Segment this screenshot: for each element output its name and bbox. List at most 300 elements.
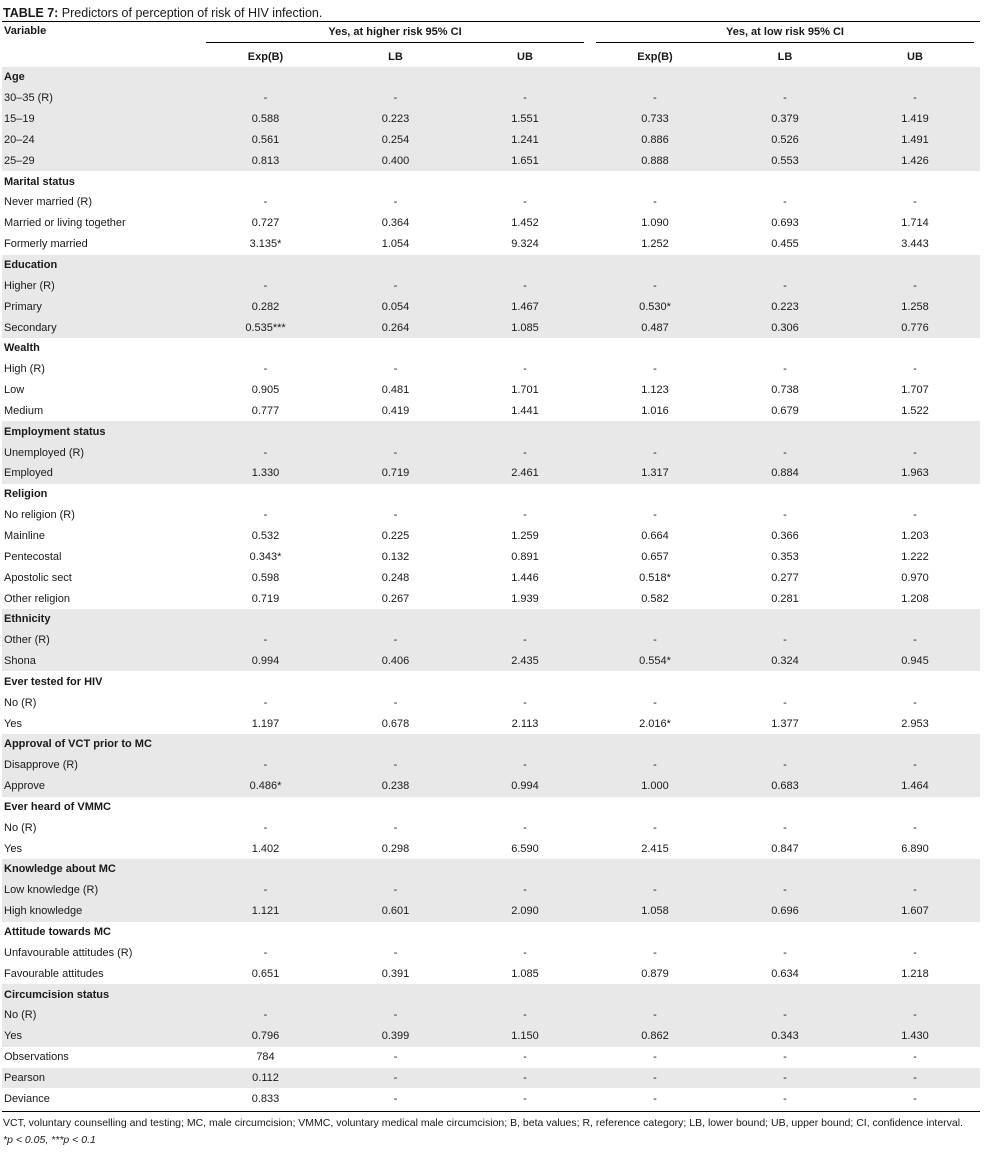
cell-value: 1.317 [590, 463, 720, 484]
cell-value: - [523, 946, 527, 959]
cell-value: - [200, 630, 331, 651]
table-row [2, 1068, 980, 1089]
cell-value [331, 421, 460, 442]
table-row [2, 317, 980, 338]
cell-value: 3.443 [901, 238, 929, 251]
table-row [2, 192, 980, 213]
cell-value: - [850, 275, 980, 296]
cell-value: 1.707 [901, 384, 929, 397]
cell-value: 0.561 [200, 130, 331, 151]
cell-value: 1.551 [460, 109, 590, 130]
cell-value: 6.590 [511, 842, 539, 855]
cell-value: - [200, 1005, 331, 1026]
table-group-row [2, 484, 980, 505]
cell-value [200, 797, 331, 818]
cell-value: - [913, 821, 917, 834]
cell-value: - [590, 88, 720, 109]
header-col-expb-2: Exp(B) [637, 51, 673, 63]
cell-value: 0.994 [460, 776, 590, 797]
cell-value: 9.324 [511, 238, 539, 251]
cell-value: - [913, 509, 917, 522]
cell-value: 2.435 [460, 651, 590, 672]
cell-value: 0.364 [381, 217, 410, 230]
cell-value: 1.701 [511, 384, 539, 397]
cell-value: - [783, 1051, 787, 1064]
table-group-row [2, 255, 980, 276]
cell-value: - [913, 696, 917, 709]
table-row [2, 880, 980, 901]
cell-value: 0.719 [251, 592, 280, 605]
group-label: Ever heard of VMMC [4, 800, 111, 813]
row-label: Other (R) [2, 630, 200, 651]
table-row [2, 713, 980, 734]
cell-value: 0.530* [590, 296, 720, 317]
cell-value: 0.281 [771, 592, 799, 605]
cell-value [331, 859, 460, 880]
header-row-groups [2, 22, 980, 47]
cell-value: 1.090 [641, 217, 669, 230]
cell-value: - [720, 275, 850, 296]
cell-value: - [263, 509, 268, 522]
header-col-ub-2: UB [907, 51, 923, 63]
significance-note: *p < 0.05, ***p < 0.1 [3, 1134, 96, 1147]
cell-value [331, 734, 460, 755]
table-row [2, 526, 980, 547]
cell-value: - [850, 755, 980, 776]
cell-value: - [331, 275, 460, 296]
cell-value [460, 922, 590, 943]
cell-value: - [331, 880, 460, 901]
cell-value: 1.085 [511, 967, 539, 980]
cell-value: - [783, 696, 787, 709]
cell-value: - [460, 880, 590, 901]
cell-value [720, 859, 850, 880]
cell-value: - [460, 442, 590, 463]
cell-value: 2.113 [511, 717, 539, 730]
group-label: Wealth [4, 342, 40, 355]
cell-value: 1.651 [460, 150, 590, 171]
cell-value [850, 338, 980, 359]
header-col-lb-2: LB [777, 51, 793, 63]
cell-value: - [783, 1092, 787, 1105]
cell-value [720, 734, 850, 755]
cell-value: 0.796 [200, 1026, 331, 1047]
cell-value: - [590, 630, 720, 651]
cell-value: - [913, 946, 917, 959]
cell-value: - [393, 821, 398, 834]
table-row [2, 963, 980, 984]
cell-value: - [263, 363, 268, 376]
cell-value: 0.343* [249, 550, 282, 563]
cell-value: 1.446 [511, 571, 539, 584]
cell-value [720, 67, 850, 88]
cell-value: 0.277 [771, 571, 799, 584]
cell-value: 0.905 [251, 384, 280, 397]
cell-value: - [393, 1092, 398, 1105]
cell-value [200, 67, 331, 88]
row-label: Secondary [2, 317, 200, 338]
cell-value: 0.353 [771, 550, 799, 563]
cell-value: 0.481 [381, 384, 410, 397]
cell-value: 0.298 [381, 842, 410, 855]
row-label: Formerly married [4, 238, 88, 251]
cell-value: 1.330 [200, 463, 331, 484]
cell-value: - [331, 630, 460, 651]
table-body [2, 67, 980, 1109]
cell-value [460, 797, 590, 818]
cell-value: 1.252 [641, 238, 669, 251]
group-label: Approval of VCT prior to MC [2, 734, 200, 755]
cell-value: - [393, 946, 398, 959]
cell-value: 2.016* [639, 717, 671, 730]
cell-value: - [523, 696, 527, 709]
cell-value: 2.953 [901, 717, 929, 730]
table-row [2, 505, 980, 526]
cell-value: 0.306 [720, 317, 850, 338]
group-label: Religion [4, 488, 48, 501]
table-row [2, 838, 980, 859]
header-col-lb-1: LB [388, 51, 403, 63]
cell-value: 0.696 [720, 901, 850, 922]
cell-value: - [523, 1051, 527, 1064]
cell-value: - [783, 363, 787, 376]
cell-value: - [850, 88, 980, 109]
cell-value: - [783, 196, 787, 209]
cell-value: 1.714 [901, 217, 929, 230]
table-group-row [2, 859, 980, 880]
group-label: Attitude towards MC [4, 926, 111, 939]
cell-value: 2.090 [460, 901, 590, 922]
table-row [2, 1047, 980, 1068]
cell-value: 0.238 [331, 776, 460, 797]
cell-value: - [590, 755, 720, 776]
header-row-columns [2, 47, 980, 67]
cell-value: 0.884 [720, 463, 850, 484]
cell-value [460, 609, 590, 630]
table-row [2, 234, 980, 255]
group-label: Knowledge about MC [2, 859, 200, 880]
cell-value: - [460, 275, 590, 296]
table-row [2, 776, 980, 797]
cell-value: 0.813 [200, 150, 331, 171]
cell-value: 1.222 [901, 550, 929, 563]
cell-value [720, 338, 850, 359]
cell-value [720, 255, 850, 276]
cell-value: 0.264 [331, 317, 460, 338]
cell-value: - [263, 696, 268, 709]
cell-value: 0.847 [771, 842, 799, 855]
cell-value [460, 171, 590, 192]
cell-value: - [331, 1005, 460, 1026]
cell-value: - [590, 880, 720, 901]
cell-value [850, 67, 980, 88]
cell-value: 0.651 [251, 967, 280, 980]
cell-value: 1.085 [460, 317, 590, 338]
cell-value: 0.634 [771, 967, 799, 980]
cell-value [200, 255, 331, 276]
cell-value: 0.419 [381, 404, 410, 417]
row-label: Other religion [4, 592, 71, 605]
cell-value: - [523, 821, 527, 834]
cell-value [331, 984, 460, 1005]
cell-value: 1.241 [460, 130, 590, 151]
cell-value [200, 984, 331, 1005]
table-row [2, 380, 980, 401]
cell-value: 0.366 [771, 529, 799, 542]
row-label: Observations [4, 1051, 69, 1064]
table-row [2, 463, 980, 484]
table-footnote: VCT, voluntary counselling and testing; MC, male circumcision; VMMC, voluntary medical male circumcision; B, beta values; R, reference category; LB, lower bound; UB, upper bound; CI, confidence interval. [3, 1117, 964, 1130]
cell-value: 1.058 [590, 901, 720, 922]
cell-value: 1.402 [251, 842, 280, 855]
row-label: Apostolic sect [4, 571, 72, 584]
cell-value: - [331, 1068, 460, 1089]
cell-value [460, 859, 590, 880]
group-label: Ethnicity [2, 609, 200, 630]
cell-value [200, 421, 331, 442]
cell-value: - [523, 196, 527, 209]
table-row [2, 692, 980, 713]
cell-value: - [200, 442, 331, 463]
cell-value: 0.970 [901, 571, 929, 584]
header-variable: Variable [4, 25, 47, 37]
header-col-expb-1: Exp(B) [247, 51, 284, 63]
row-label: 15–19 [2, 109, 200, 130]
table-row [2, 296, 980, 317]
row-label: Shona [2, 651, 200, 672]
cell-value: 1.522 [901, 404, 929, 417]
cell-value: 0.400 [331, 150, 460, 171]
group-label: Ever tested for HIV [4, 675, 103, 688]
row-label: Favourable attitudes [4, 967, 104, 980]
cell-value [460, 255, 590, 276]
table-group-row [2, 421, 980, 442]
cell-value [590, 171, 720, 192]
cell-value: - [783, 946, 787, 959]
cell-value: 1.491 [850, 130, 980, 151]
cell-value: - [590, 442, 720, 463]
cell-value [850, 671, 980, 692]
cell-value: 0.553 [720, 150, 850, 171]
row-label: No (R) [2, 1005, 200, 1026]
cell-value: 1.259 [511, 529, 539, 542]
table-row [2, 359, 980, 380]
cell-value: 1.150 [460, 1026, 590, 1047]
cell-value [460, 484, 590, 505]
cell-value: 0.486* [200, 776, 331, 797]
cell-value [850, 734, 980, 755]
row-label: Never married (R) [4, 196, 93, 209]
cell-value: 0.455 [771, 238, 799, 251]
cell-value: - [590, 275, 720, 296]
cell-value: - [653, 363, 657, 376]
cell-value: - [720, 1068, 850, 1089]
cell-value [850, 797, 980, 818]
cell-value: 0.738 [771, 384, 799, 397]
cell-value: - [653, 1051, 657, 1064]
cell-value [590, 922, 720, 943]
cell-value: - [653, 509, 657, 522]
cell-value [720, 171, 850, 192]
row-label: Unfavourable attitudes (R) [4, 946, 133, 959]
cell-value: - [720, 442, 850, 463]
cell-value: 0.733 [590, 109, 720, 130]
cell-value: - [850, 1005, 980, 1026]
row-label: Yes [4, 842, 22, 855]
table-row [2, 651, 980, 672]
cell-value: 0.598 [251, 571, 280, 584]
cell-value: 0.518* [639, 571, 671, 584]
row-label: No religion (R) [4, 509, 75, 522]
cell-value [590, 609, 720, 630]
cell-value [850, 171, 980, 192]
cell-value [720, 421, 850, 442]
row-label: Higher (R) [2, 275, 200, 296]
cell-value: 0.379 [720, 109, 850, 130]
cell-value: 0.132 [381, 550, 410, 563]
group-label: Age [2, 67, 200, 88]
cell-value: - [460, 88, 590, 109]
table-row [2, 901, 980, 922]
cell-value [200, 671, 331, 692]
cell-value [200, 609, 331, 630]
cell-value [850, 255, 980, 276]
cell-value: - [263, 196, 268, 209]
cell-value: - [913, 1092, 917, 1105]
cell-value: 1.016 [641, 404, 669, 417]
table-group-row [2, 67, 980, 88]
cell-value [200, 171, 331, 192]
cell-value: 0.727 [251, 217, 280, 230]
row-label: 25–29 [2, 150, 200, 171]
cell-value: - [850, 1068, 980, 1089]
cell-value: - [460, 630, 590, 651]
cell-value: 0.678 [381, 717, 410, 730]
cell-value: - [331, 442, 460, 463]
table-group-row [2, 734, 980, 755]
row-label: Deviance [4, 1092, 50, 1105]
table-row [2, 942, 980, 963]
cell-value: - [720, 88, 850, 109]
cell-value: - [653, 946, 657, 959]
table-group-row [2, 609, 980, 630]
cell-value: 0.588 [200, 109, 331, 130]
cell-value: 0.535*** [200, 317, 331, 338]
cell-value [850, 484, 980, 505]
cell-value: 0.888 [590, 150, 720, 171]
cell-value [720, 484, 850, 505]
cell-value: - [590, 1005, 720, 1026]
cell-value: 0.223 [720, 296, 850, 317]
cell-value [200, 484, 331, 505]
cell-value [850, 922, 980, 943]
cell-value: 0.526 [720, 130, 850, 151]
row-label: Pearson [2, 1068, 200, 1089]
row-label: Approve [2, 776, 200, 797]
row-label: High (R) [4, 363, 45, 376]
cell-value: 0.267 [381, 592, 410, 605]
cell-value: 0.683 [720, 776, 850, 797]
cell-value: 1.377 [771, 717, 799, 730]
cell-value: 0.399 [331, 1026, 460, 1047]
table-caption-text: Predictors of perception of risk of HIV infection. [58, 6, 323, 20]
cell-value: - [850, 630, 980, 651]
cell-value: 3.135* [249, 238, 282, 251]
table-group-row [2, 671, 980, 692]
table-group-row [2, 922, 980, 943]
cell-value [200, 859, 331, 880]
cell-value [331, 171, 460, 192]
cell-value [720, 671, 850, 692]
cell-value: - [913, 363, 917, 376]
cell-value: - [653, 196, 657, 209]
cell-value: 0.554* [590, 651, 720, 672]
cell-value: - [653, 696, 657, 709]
cell-value: 0.324 [720, 651, 850, 672]
cell-value: - [460, 1005, 590, 1026]
table-row [2, 275, 980, 296]
cell-value: - [200, 755, 331, 776]
table-row [2, 130, 980, 151]
table-row [2, 630, 980, 651]
cell-value: 1.452 [511, 217, 539, 230]
cell-value: 0.112 [200, 1068, 331, 1089]
cell-value: - [720, 1005, 850, 1026]
cell-value [850, 984, 980, 1005]
cell-value: 2.415 [641, 842, 669, 855]
cell-value: - [913, 1051, 917, 1064]
cell-value: 0.693 [771, 217, 799, 230]
cell-value [331, 671, 460, 692]
cell-value: 0.254 [331, 130, 460, 151]
predictors-table [2, 22, 980, 1109]
cell-value: 0.994 [200, 651, 331, 672]
cell-value: - [783, 821, 787, 834]
cell-value: - [263, 821, 268, 834]
group-label: Employment status [2, 421, 200, 442]
cell-value: - [850, 880, 980, 901]
cell-value: 0.601 [331, 901, 460, 922]
cell-value: 0.657 [641, 550, 669, 563]
cell-value: 0.862 [590, 1026, 720, 1047]
header-col-ub-1: UB [517, 51, 533, 63]
cell-value: - [460, 755, 590, 776]
cell-value: - [263, 946, 268, 959]
table-row [2, 1005, 980, 1026]
cell-value [720, 797, 850, 818]
table-row [2, 1026, 980, 1047]
cell-value [850, 609, 980, 630]
cell-value [720, 922, 850, 943]
cell-value: 1.123 [641, 384, 669, 397]
cell-value: 0.391 [381, 967, 410, 980]
cell-value [460, 671, 590, 692]
cell-value: - [393, 509, 398, 522]
cell-value [331, 255, 460, 276]
table-caption [2, 6, 984, 20]
cell-value: 1.203 [901, 529, 929, 542]
row-label: 20–24 [2, 130, 200, 151]
row-label: Employed [2, 463, 200, 484]
cell-value [331, 609, 460, 630]
cell-value [590, 797, 720, 818]
group-label: Marital status [4, 175, 75, 188]
row-label: No (R) [4, 821, 37, 834]
row-label: Low [4, 384, 25, 397]
cell-value: 1.467 [460, 296, 590, 317]
table-group-row [2, 338, 980, 359]
cell-value [850, 421, 980, 442]
